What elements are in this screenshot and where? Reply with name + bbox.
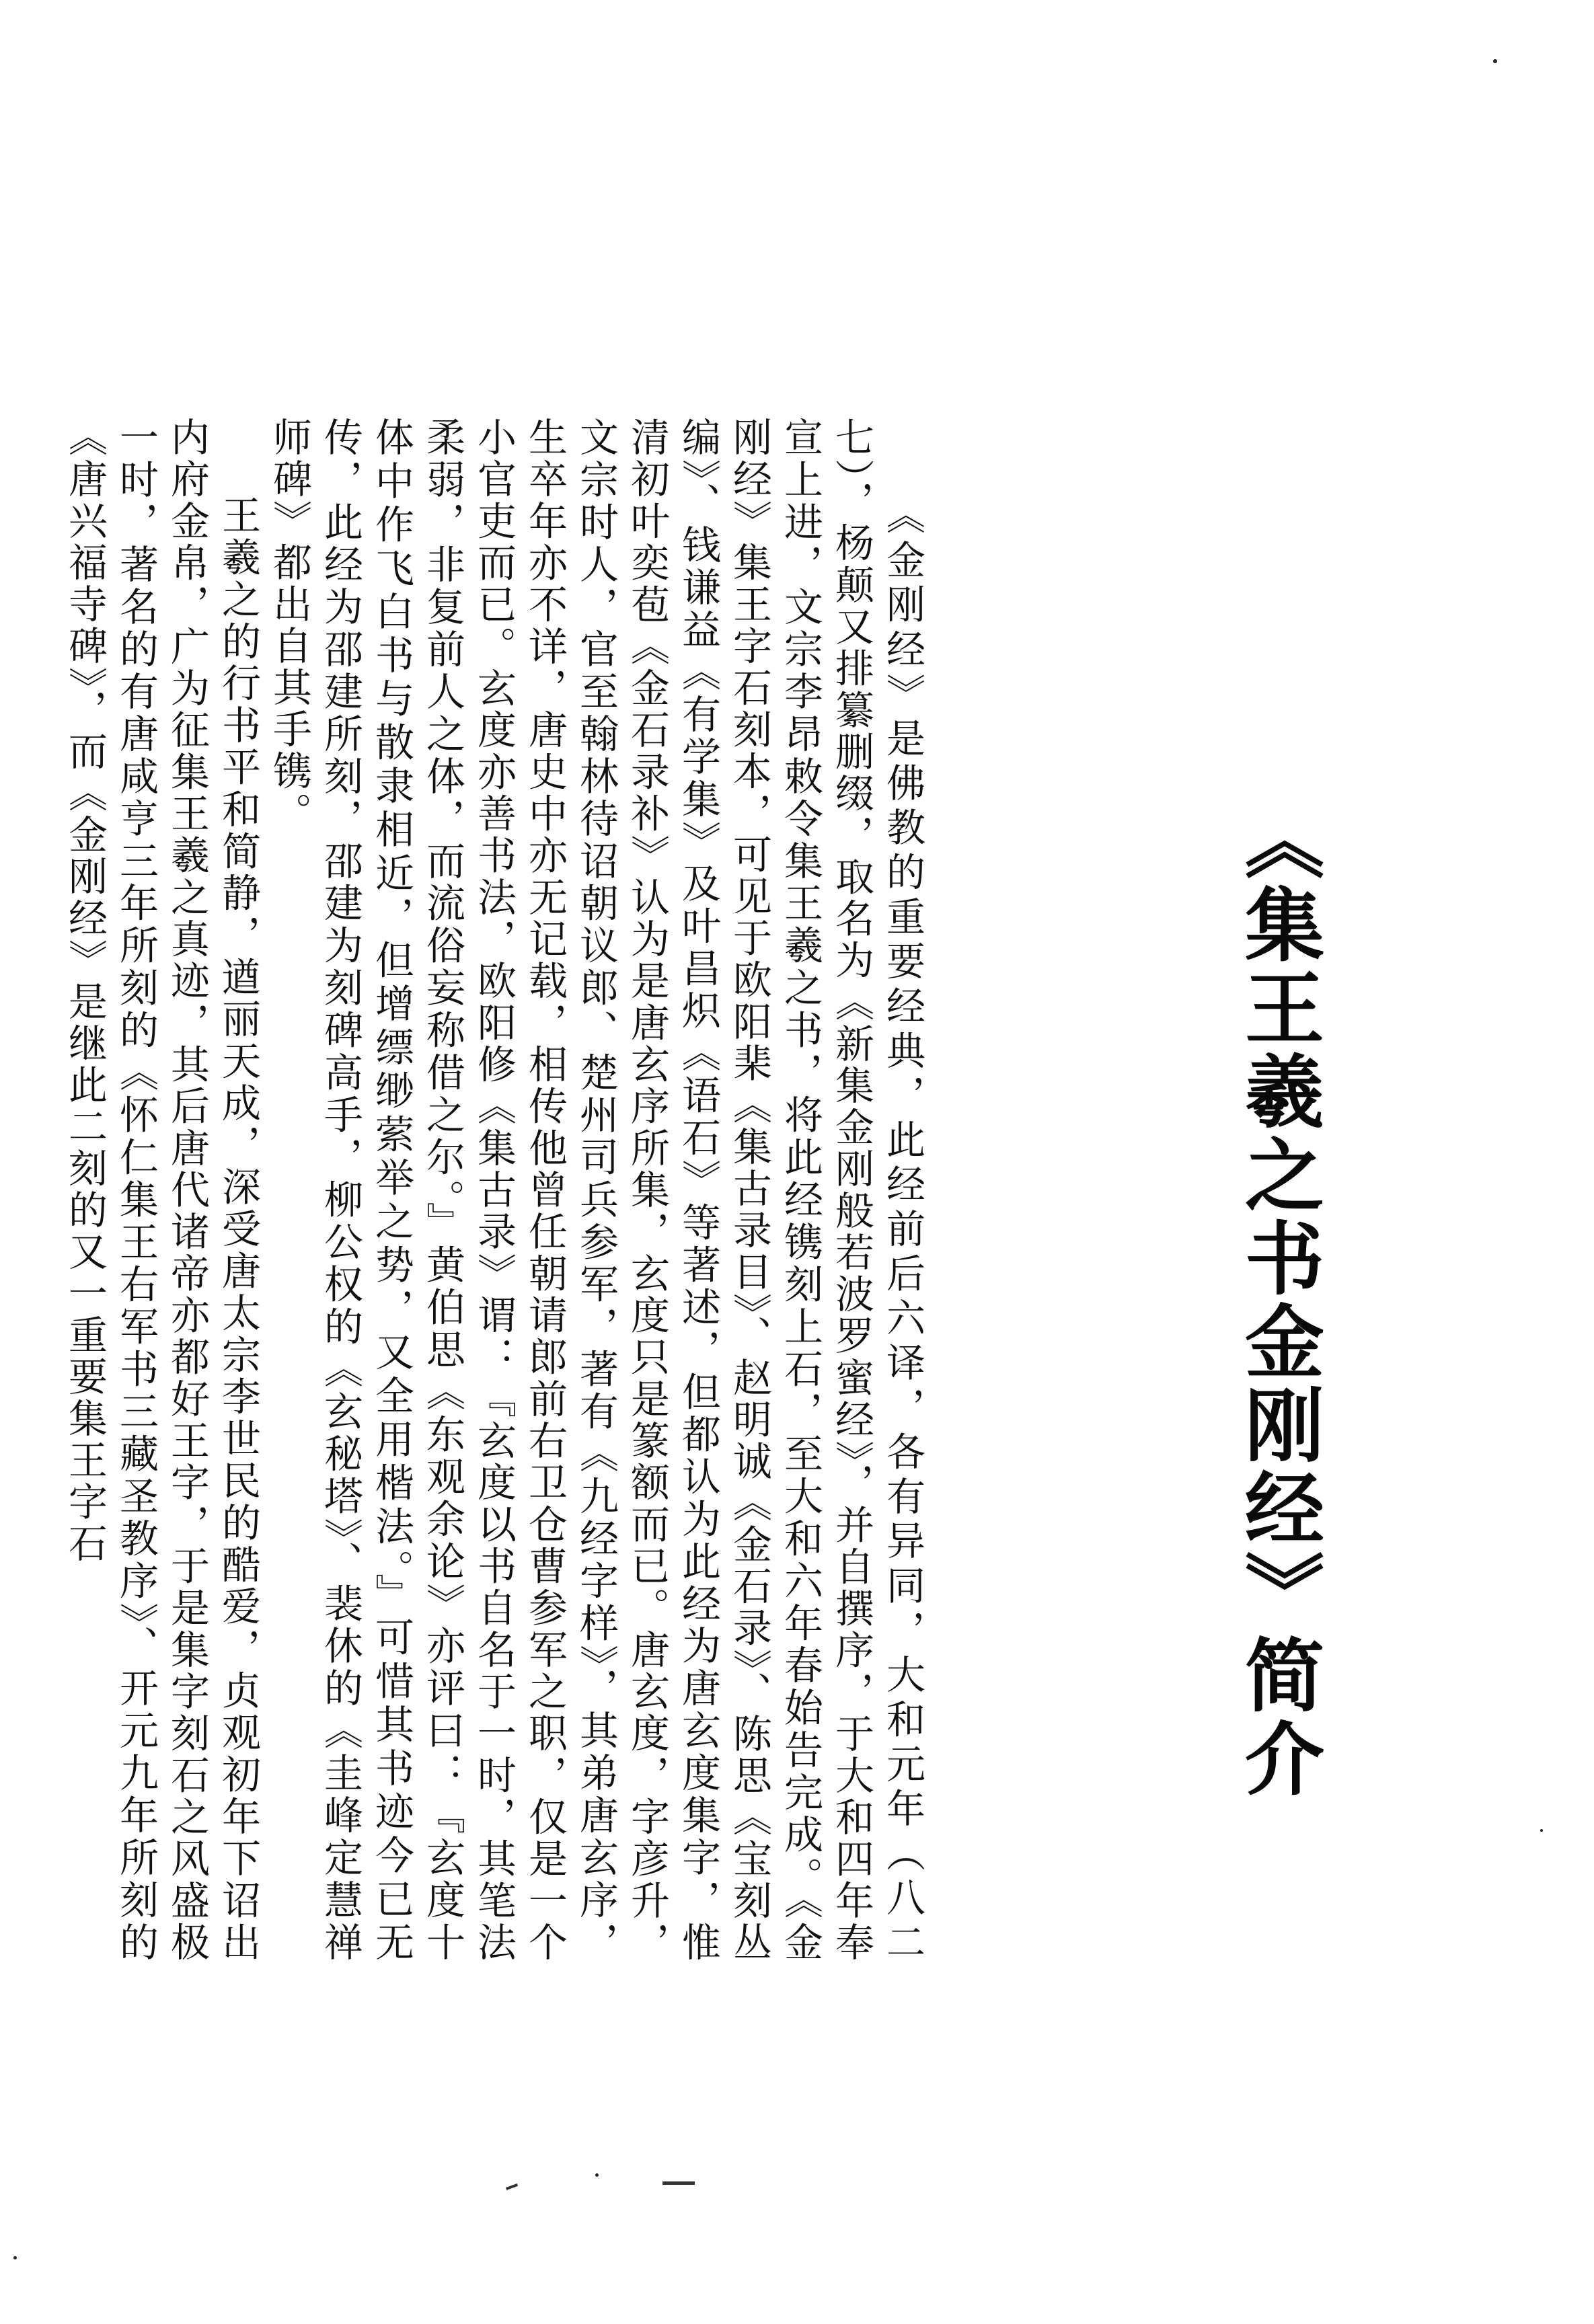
scan-speck xyxy=(13,2256,17,2259)
paragraph-1: 《金刚经》是佛教的重要经典，此经前后六译，各有异同，大和元年（八二七），杨颠又排纂删缀，取名为《新集金刚般若波罗蜜经》，并自撰序，于大和四年奉宣上进，文宗李昂敕令集王羲之书，将此经镌刻上石，至大和六年春始告完成。《金刚经》集王字石刻本，可见于欧阳棐《集古录目》、赵明诚《金石录》、陈思《宝刻丛编》、钱谦益《有学集》及叶昌炽《语石》等著述，但都认为此经为唐玄度集字，惟清初叶奕苞《金石录补》认为是唐玄序所集，玄度只是篆额而已。唐玄度，字彦升，文宗时人，官至翰林待诏朝议郎、楚州司兵参军，著有《九经字样》，其弟唐玄序，生卒年亦不详，唐史中亦无记载，相传他曾任朝请郎前右卫仓曹参军之职，仅是一个小官吏而已。玄度亦善书法，欧阳修《集古录》谓：『玄度以书自名于一时，其笔法柔弱，非复前人之体，而流俗妄称借之尔。』黄伯思《东观余论》亦评曰：『玄度十体中作飞白书与散隶相近，但增缥缈萦举之势，又全用楷法。』可惜其书迹今已无传，此经为邵建所刻，邵建为刻碑高手，柳公权的《玄秘塔》、裴休的《圭峰定慧禅师碑》都出自其手镌。 xyxy=(266,417,925,1964)
scan-speck xyxy=(1493,59,1497,63)
page-title: 《集王羲之书金刚经》简介 xyxy=(1231,800,1324,1801)
body-text xyxy=(62,417,928,1964)
scan-speck xyxy=(1540,1829,1543,1832)
scan-mark xyxy=(662,2181,695,2185)
scan-speck xyxy=(595,2173,599,2177)
scan-mark xyxy=(506,2183,518,2190)
paragraph-2: 王羲之的行书平和简静，遒丽天成，深受唐太宗李世民的酷爱，贞观初年下诏出内府金帛，广为征集王羲之真迹，其后唐代诸帝亦都好王字，于是集字刻石之风盛极一时，著名的有唐咸亨三年所刻的《怀仁集王右军书三藏圣教序》、开元九年所刻的《唐兴福寺碑》，而《金刚经》是继此二刻的又一重要集王字石 xyxy=(62,417,261,1964)
